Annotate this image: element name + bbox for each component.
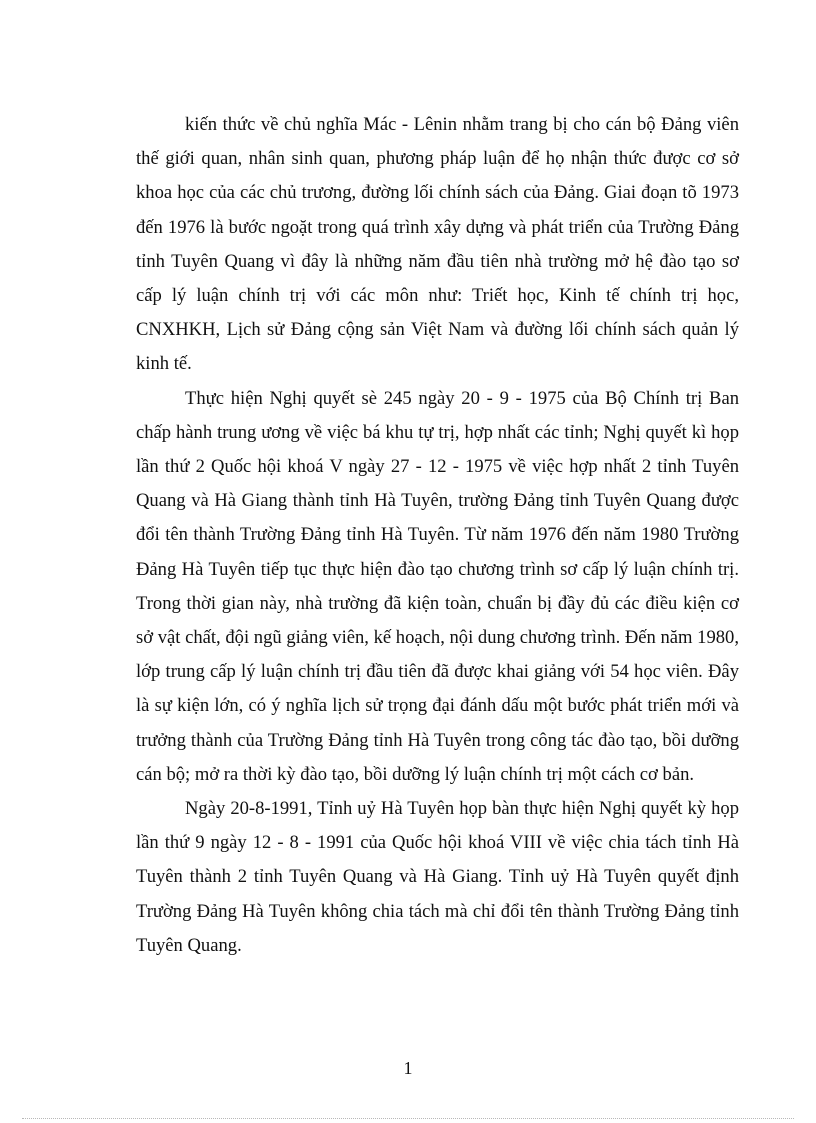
- paragraph-2: Thực hiện Nghị quyết sè 245 ngày 20 - 9 - 1975 của Bộ Chính trị Ban chấp hành trung ương về việc bá khu tự trị, hợp nhất các tỉnh; Nghị quyết kì họp lần thứ 2 Quốc hội khoá V ngày 27 - 12 - 1975 về việc hợp nhất 2 tỉnh Tuyên Quang và Hà Giang thành tỉnh Hà Tuyên, trường Đảng tỉnh Tuyên Quang được đổi tên thành Trường Đảng tỉnh Hà Tuyên. Từ năm 1976 đến năm 1980 Trường Đảng Hà Tuyên tiếp tục thực hiện đào tạo chương trình sơ cấp lý luận chính trị. Trong thời gian này, nhà trường đã kiện toàn, chuẩn bị đầy đủ các điều kiện cơ sở vật chất, đội ngũ giảng viên, kế hoạch, nội dung chương trình. Đến năm 1980, lớp trung cấp lý luận chính trị đầu tiên đã được khai giảng với 54 học viên. Đây là sự kiện lớn, có ý nghĩa lịch sử trọng đại đánh dấu một bước phát triển mới và trưởng thành của Trường Đảng tỉnh Hà Tuyên trong công tác đào tạo, bồi dưỡng cán bộ; mở ra thời kỳ đào tạo, bồi dưỡng lý luận chính trị một cách cơ bản.: [136, 387, 739, 785]
- paragraph-1: kiến thức về chủ nghĩa Mác - Lênin nhằm trang bị cho cán bộ Đảng viên thế giới quan, nhân sinh quan, phương pháp luận để họ nhận thức được cơ sở khoa học của các chủ trương, đường lối chính sách của Đảng. Giai đoạn tõ 1973 đến 1976 là bước ngoặt trong quá trình xây dựng và phát triển của Trường Đảng tỉnh Tuyên Quang vì đây là những năm đầu tiên nhà trường mở hệ đào tạo sơ cấp lý luận chính trị với các môn như: Triết học, Kinh tế chính trị học, CNXHKH, Lịch sử Đảng cộng sản Việt Nam và đường lối chính sách quản lý kinh tế.: [136, 114, 739, 375]
- document-body: [136, 108, 739, 963]
- page-number: 1: [403, 1058, 413, 1078]
- page-bottom-edge: [22, 1118, 794, 1119]
- paragraph-3: Ngày 20-8-1991, Tỉnh uỷ Hà Tuyên họp bàn thực hiện Nghị quyết kỳ họp lần thứ 9 ngày 12 - 8 - 1991 của Quốc hội khoá VIII về việc chia tách tỉnh Hà Tuyên thành 2 tỉnh Tuyên Quang và Hà Giang. Tỉnh uỷ Hà Tuyên quyết định Trường Đảng Hà Tuyên không chia tách mà chỉ đổi tên thành Trường Đảng tỉnh Tuyên Quang.: [136, 798, 739, 956]
